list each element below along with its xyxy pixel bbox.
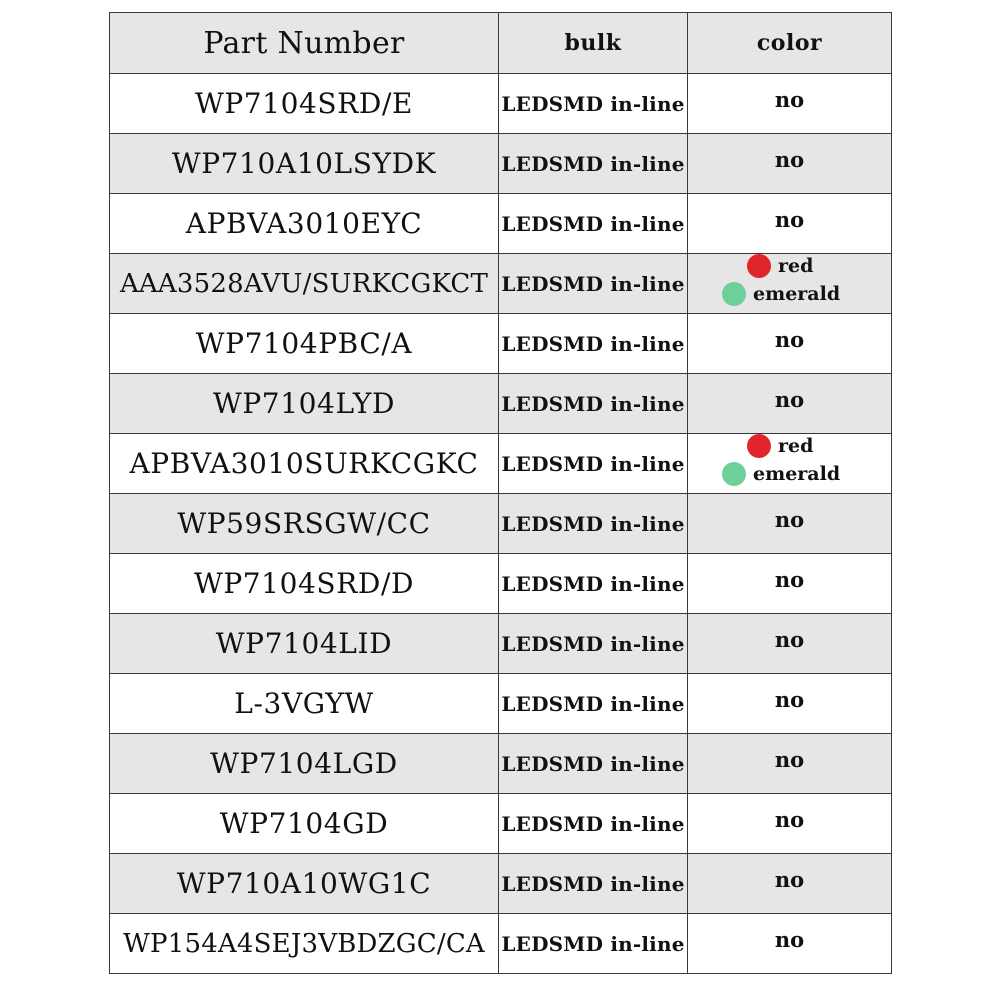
color-cell	[688, 734, 892, 794]
color-swatch-red	[747, 434, 813, 458]
color-swatch-emerald	[722, 462, 840, 486]
part-number-cell	[110, 434, 499, 494]
part-number: WP7104PBC/A	[195, 327, 413, 360]
color-value: no	[774, 567, 805, 592]
color-cell	[688, 674, 892, 734]
table-row	[110, 434, 892, 494]
bulk-cell	[499, 194, 688, 254]
table-row	[110, 914, 892, 974]
part-number: WP154A4SEJ3VBDZGC/CA	[123, 928, 485, 959]
part-number-cell	[110, 614, 499, 674]
part-number-cell	[110, 254, 499, 314]
table-row	[110, 614, 892, 674]
header-bulk-label: bulk	[564, 30, 622, 56]
part-number-cell	[110, 854, 499, 914]
header-bulk	[499, 13, 688, 74]
part-number-cell	[110, 134, 499, 194]
bulk-cell	[499, 374, 688, 434]
color-value: no	[774, 927, 805, 952]
table-row	[110, 374, 892, 434]
bulk-value: LEDSMD in-line	[501, 931, 685, 956]
bulk-value: LEDSMD in-line	[501, 871, 685, 896]
part-number: WP59SRSGW/CC	[177, 507, 431, 540]
part-number: WP7104SRD/D	[193, 567, 415, 600]
table-header-row	[110, 13, 892, 74]
color-cell	[688, 434, 892, 494]
color-cell	[688, 854, 892, 914]
bulk-cell	[499, 914, 688, 974]
part-number-cell	[110, 674, 499, 734]
part-number: WP710A10LSYDK	[171, 147, 437, 180]
table-row	[110, 794, 892, 854]
table-row	[110, 134, 892, 194]
color-value: no	[774, 747, 805, 772]
bulk-cell	[499, 674, 688, 734]
part-number: WP7104SRD/E	[194, 87, 414, 120]
bulk-cell	[499, 74, 688, 134]
part-number-cell	[110, 314, 499, 374]
color-name: red	[778, 435, 814, 457]
color-value: no	[774, 507, 805, 532]
color-name: red	[778, 255, 814, 277]
part-number-cell	[110, 914, 499, 974]
bulk-value: LEDSMD in-line	[501, 151, 685, 176]
bulk-value: LEDSMD in-line	[501, 811, 685, 836]
parts-table	[109, 12, 892, 974]
part-number: WP7104LID	[215, 627, 393, 660]
bulk-cell	[499, 434, 688, 494]
part-number: AAA3528AVU/SURKCGKCT	[119, 268, 489, 299]
color-value: no	[774, 147, 805, 172]
part-number: WP7104LYD	[212, 387, 395, 420]
part-number-cell	[110, 194, 499, 254]
color-value: no	[774, 207, 805, 232]
part-number-cell	[110, 74, 499, 134]
header-color-label: color	[756, 30, 823, 56]
bulk-value: LEDSMD in-line	[501, 271, 685, 296]
bulk-value: LEDSMD in-line	[501, 91, 685, 116]
table-row	[110, 734, 892, 794]
part-number: L-3VGYW	[234, 687, 374, 720]
bulk-cell	[499, 494, 688, 554]
color-value: no	[774, 327, 805, 352]
color-swatch-emerald	[722, 282, 840, 306]
bulk-cell	[499, 854, 688, 914]
part-number: WP710A10WG1C	[176, 867, 432, 900]
bulk-cell	[499, 794, 688, 854]
color-cell	[688, 194, 892, 254]
red-dot-icon	[747, 434, 771, 458]
header-part-number-label: Part Number	[203, 25, 405, 61]
color-value: no	[774, 867, 805, 892]
part-number-cell	[110, 794, 499, 854]
bulk-cell	[499, 614, 688, 674]
emerald-dot-icon	[722, 282, 746, 306]
color-cell	[688, 134, 892, 194]
bulk-value: LEDSMD in-line	[501, 331, 685, 356]
color-name: emerald	[753, 463, 841, 485]
bulk-cell	[499, 254, 688, 314]
part-number: WP7104GD	[219, 807, 389, 840]
color-value: no	[774, 387, 805, 412]
color-cell	[688, 554, 892, 614]
part-number-cell	[110, 374, 499, 434]
color-cell	[688, 314, 892, 374]
bulk-cell	[499, 314, 688, 374]
color-value: no	[774, 807, 805, 832]
bulk-value: LEDSMD in-line	[501, 391, 685, 416]
bulk-value: LEDSMD in-line	[501, 211, 685, 236]
color-cell	[688, 374, 892, 434]
part-number: APBVA3010SURKCGKC	[129, 447, 479, 480]
emerald-dot-icon	[722, 462, 746, 486]
table-row	[110, 194, 892, 254]
part-number: APBVA3010EYC	[185, 207, 423, 240]
color-cell	[688, 914, 892, 974]
table-row	[110, 314, 892, 374]
color-cell	[688, 614, 892, 674]
header-part-number	[110, 13, 499, 74]
table-row	[110, 554, 892, 614]
table-row	[110, 74, 892, 134]
bulk-value: LEDSMD in-line	[501, 751, 685, 776]
color-value: no	[774, 687, 805, 712]
color-cell	[688, 794, 892, 854]
table-row	[110, 674, 892, 734]
part-number: WP7104LGD	[210, 747, 398, 780]
color-value: no	[774, 87, 805, 112]
parts-table-container	[109, 12, 891, 988]
color-cell	[688, 494, 892, 554]
color-cell	[688, 254, 892, 314]
part-number-cell	[110, 494, 499, 554]
color-cell	[688, 74, 892, 134]
bulk-cell	[499, 554, 688, 614]
red-dot-icon	[747, 254, 771, 278]
header-color	[688, 13, 892, 74]
part-number-cell	[110, 554, 499, 614]
bulk-value: LEDSMD in-line	[501, 571, 685, 596]
table-row	[110, 854, 892, 914]
color-swatches	[688, 434, 892, 493]
bulk-value: LEDSMD in-line	[501, 451, 685, 476]
part-number-cell	[110, 734, 499, 794]
color-value: no	[774, 627, 805, 652]
table-row	[110, 494, 892, 554]
table-row	[110, 254, 892, 314]
color-name: emerald	[753, 283, 841, 305]
bulk-value: LEDSMD in-line	[501, 691, 685, 716]
color-swatch-red	[747, 254, 813, 278]
bulk-value: LEDSMD in-line	[501, 511, 685, 536]
bulk-cell	[499, 734, 688, 794]
bulk-cell	[499, 134, 688, 194]
bulk-value: LEDSMD in-line	[501, 631, 685, 656]
color-swatches	[688, 254, 892, 313]
